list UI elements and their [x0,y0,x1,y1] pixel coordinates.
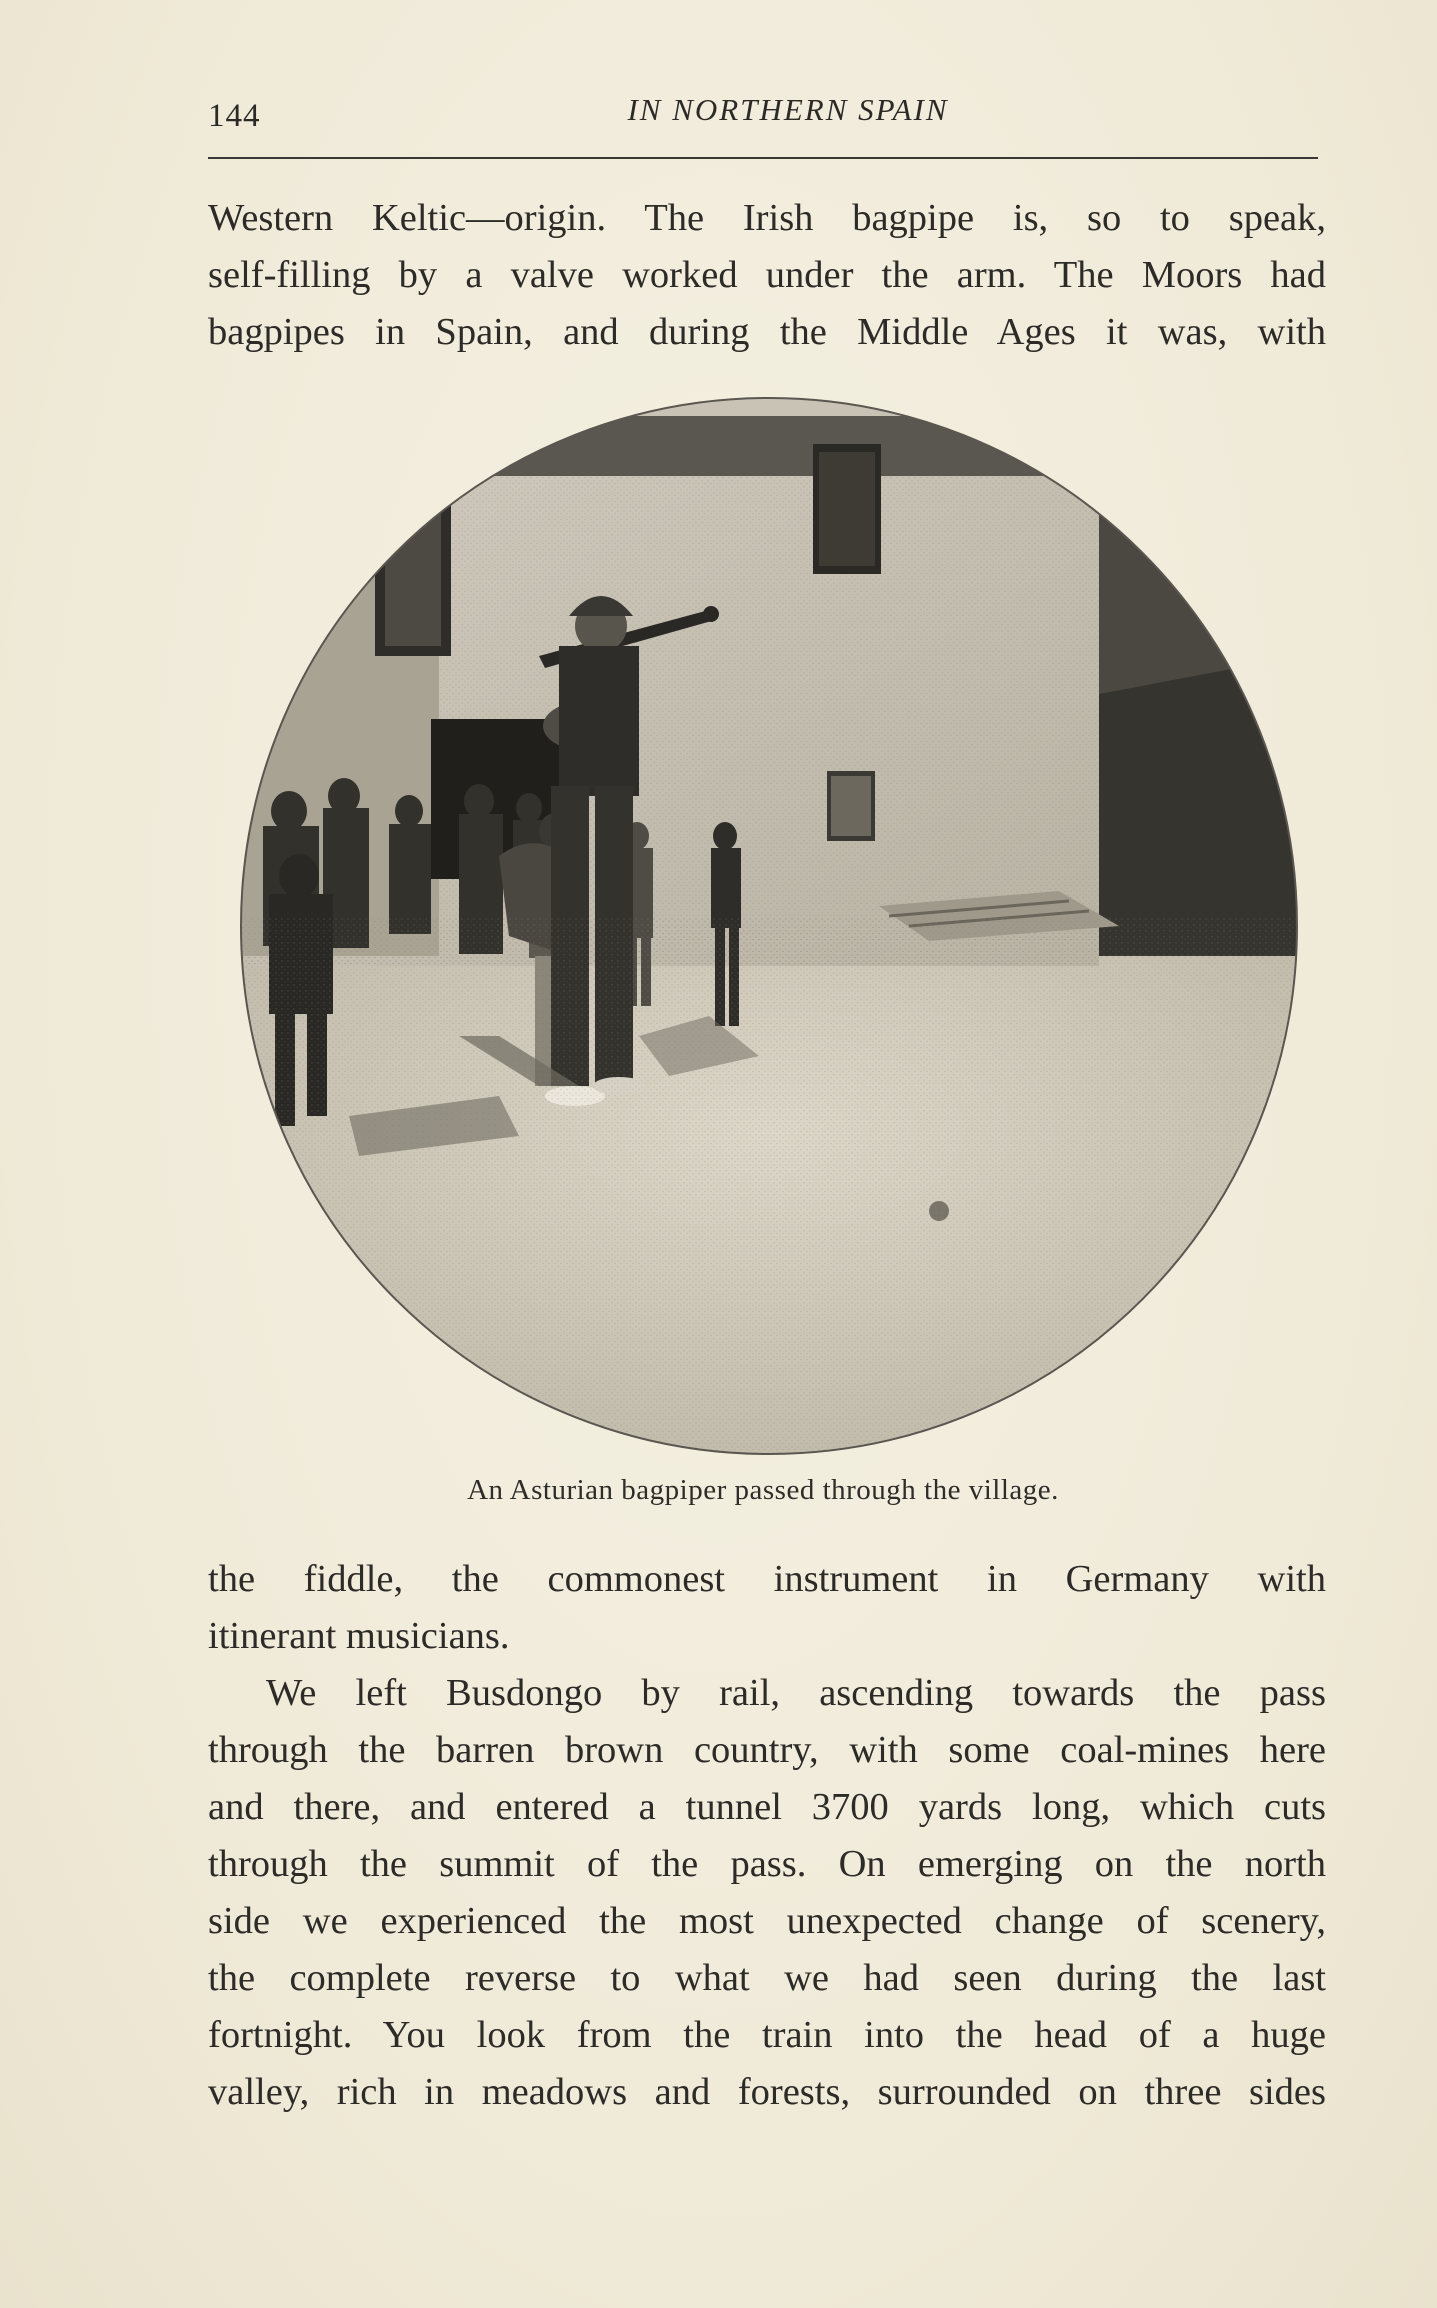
running-head: IN NORTHERN SPAIN [627,92,949,127]
text-line: and there, and entered a tunnel 3700 yards long, which cuts [208,1786,1326,1828]
text-line: We left Busdongo by rail, ascending towards the pass [266,1672,1326,1714]
text-line: through the summit of the pass. On emerging on the north [208,1843,1326,1885]
text-line: bagpipes in Spain, and during the Middle Ages it was, with [208,311,1326,353]
page-header [208,88,1318,138]
text-line: Western Keltic—origin. The Irish bagpipe is, so to speak, [208,197,1326,239]
text-after-figure [208,1551,1326,2121]
text-line: the fiddle, the commonest instrument in Germany with [208,1558,1326,1600]
text-line: through the barren brown country, with some coal-mines here [208,1729,1326,1771]
bagpiper-photograph [239,396,1299,1456]
text-line: the complete reverse to what we had seen during the last [208,1957,1326,1999]
text-line: self-filling by a valve worked under the arm. The Moors had [208,254,1326,296]
header-rule [208,157,1318,159]
text-before-figure [208,190,1326,361]
figure-caption: An Asturian bagpiper passed through the village. [467,1474,1059,1506]
page-number: 144 [208,98,261,134]
text-line: itinerant musicians. [208,1615,510,1657]
text-line: valley, rich in meadows and forests, surrounded on three sides [208,2071,1326,2113]
text-line: fortnight. You look from the train into the head of a huge [208,2014,1326,2056]
text-line: side we experienced the most unexpected change of scenery, [208,1900,1326,1942]
